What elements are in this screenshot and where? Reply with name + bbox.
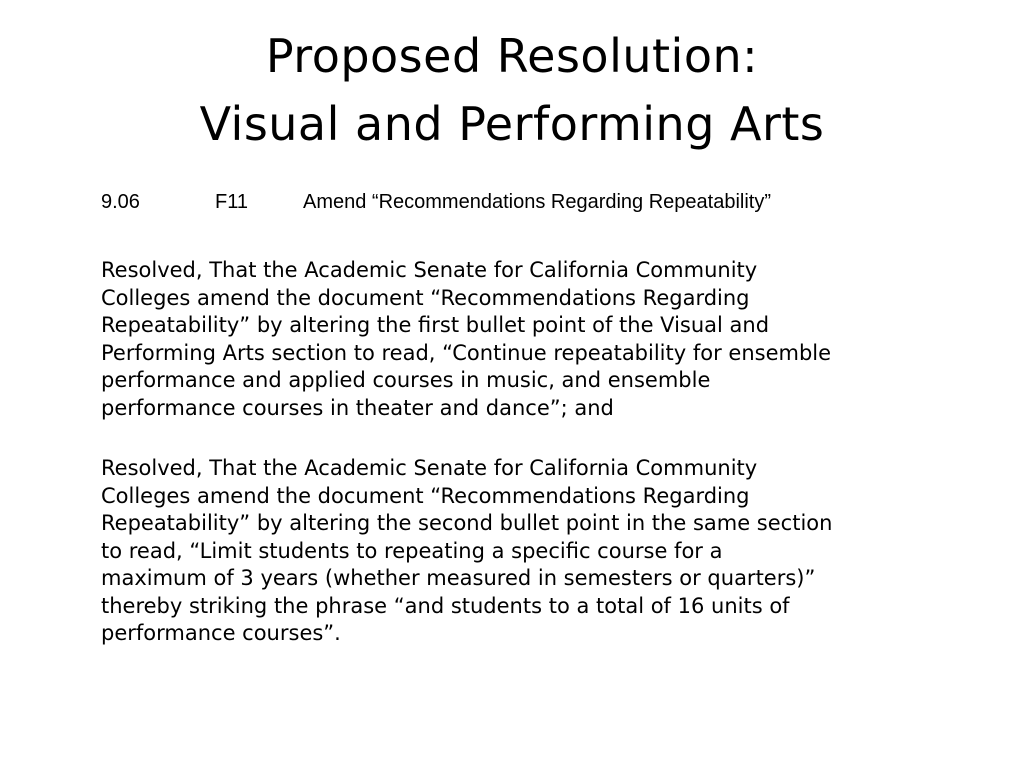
resolved-paragraph-1: Resolved, That the Academic Senate for California Community Colleges amend the document “Recommendations Regarding Repeatability” by altering the first bullet point of the Visual and Performing Arts section to read, “Continue repeatability for ensemble performance and applied courses in music, and ensemble performance courses in theater and dance”; and bbox=[101, 258, 832, 420]
title-line-1: Proposed Resolution: bbox=[265, 29, 759, 83]
resolution-code: F11 bbox=[215, 191, 248, 213]
resolution-number: 9.06 bbox=[101, 191, 140, 213]
resolution-heading: Amend “Recommendations Regarding Repeatability” bbox=[303, 191, 772, 213]
slide-title bbox=[0, 22, 1024, 158]
resolution-header bbox=[101, 188, 771, 216]
resolved-paragraph-2: Resolved, That the Academic Senate for California Community Colleges amend the document “Recommendations Regarding Repeatability” by altering the second bullet point in the same section to read, “Limit students to repeating a specific course for a maximum of 3 years (whether measured in semesters or quarters)” thereby striking the phrase “and students to a total of 16 units of performance courses”. bbox=[101, 456, 833, 645]
title-line-2: Visual and Performing Arts bbox=[199, 97, 825, 151]
